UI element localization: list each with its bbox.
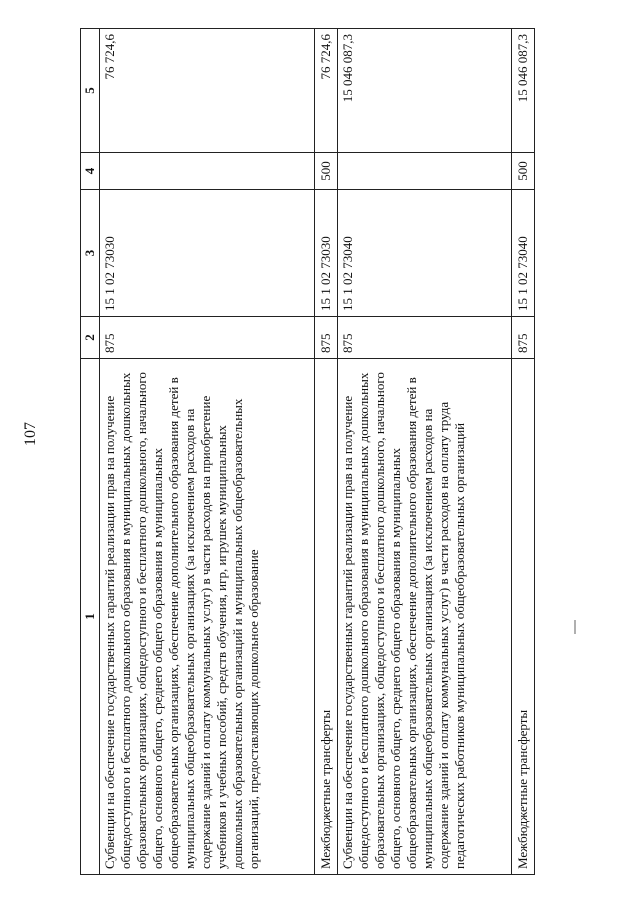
page-number: 107 [22,422,39,446]
header-col-5: 5 [81,29,100,153]
row-sum: 76 724,6 [315,29,338,153]
row-vr: 500 [315,153,338,190]
row-name: Субвенции на обеспечение государственных гарантий реализации прав на получение общедоступного и бесплатного дошкольного образования в муниципальных дошкольных образовательных организациях, общедоступного и бесплатного дошкольного, начального общего, основного общего, среднего общего образования в муниципальных общеобразовательных организациях, обеспечение дополнительного образования детей в муниципальных общеобразовательных организациях (за исключением расходов на содержание зданий и оплату коммунальных услуг) в части расходов на оплату труда педагогических работников муниципальных общеобразовательных организаций [338,359,512,875]
row-sum: 76 724,6 [100,29,315,153]
row-name: Межбюджетные трансферты [512,359,535,875]
header-col-3: 3 [81,190,100,317]
table-row [315,29,338,875]
budget-table [80,28,535,875]
table-row [512,29,535,875]
header-col-2: 2 [81,317,100,359]
row-csr: 15 1 02 73030 [315,190,338,317]
table-header-row [81,29,100,875]
row-vr [100,153,315,190]
table-row [100,29,315,875]
rotated-table-container [80,29,535,875]
row-sum: 15 046 087,3 [512,29,535,153]
scan-mark [574,620,576,634]
row-vr: 500 [512,153,535,190]
row-grbs: 875 [315,317,338,359]
row-sum: 15 046 087,3 [338,29,512,153]
row-vr [338,153,512,190]
row-csr: 15 1 02 73030 [100,190,315,317]
row-grbs: 875 [100,317,315,359]
table-row [338,29,512,875]
header-col-4: 4 [81,153,100,190]
header-col-1: 1 [81,359,100,875]
row-grbs: 875 [338,317,512,359]
row-name: Субвенции на обеспечение государственных гарантий реализации прав на получение общедоступного и бесплатного дошкольного образования в муниципальных дошкольных образовательных организациях, общедоступного и бесплатного дошкольного, начального общего, основного общего, среднего общего образования в муниципальных общеобразовательных организациях, обеспечение дополнительного образования детей в муниципальных общеобразовательных организациях (за исключением расходов на содержание зданий и оплату коммунальных услуг) в части расходов на приобретение учебников и учебных пособий, средств обучения, игр, игрушек муниципальных дошкольных образовательных организаций и муниципальных общеобразовательных организаций, предоставляющих дошкольное образование [100,359,315,875]
row-csr: 15 1 02 73040 [512,190,535,317]
row-grbs: 875 [512,317,535,359]
row-name: Межбюджетные трансферты [315,359,338,875]
row-csr: 15 1 02 73040 [338,190,512,317]
